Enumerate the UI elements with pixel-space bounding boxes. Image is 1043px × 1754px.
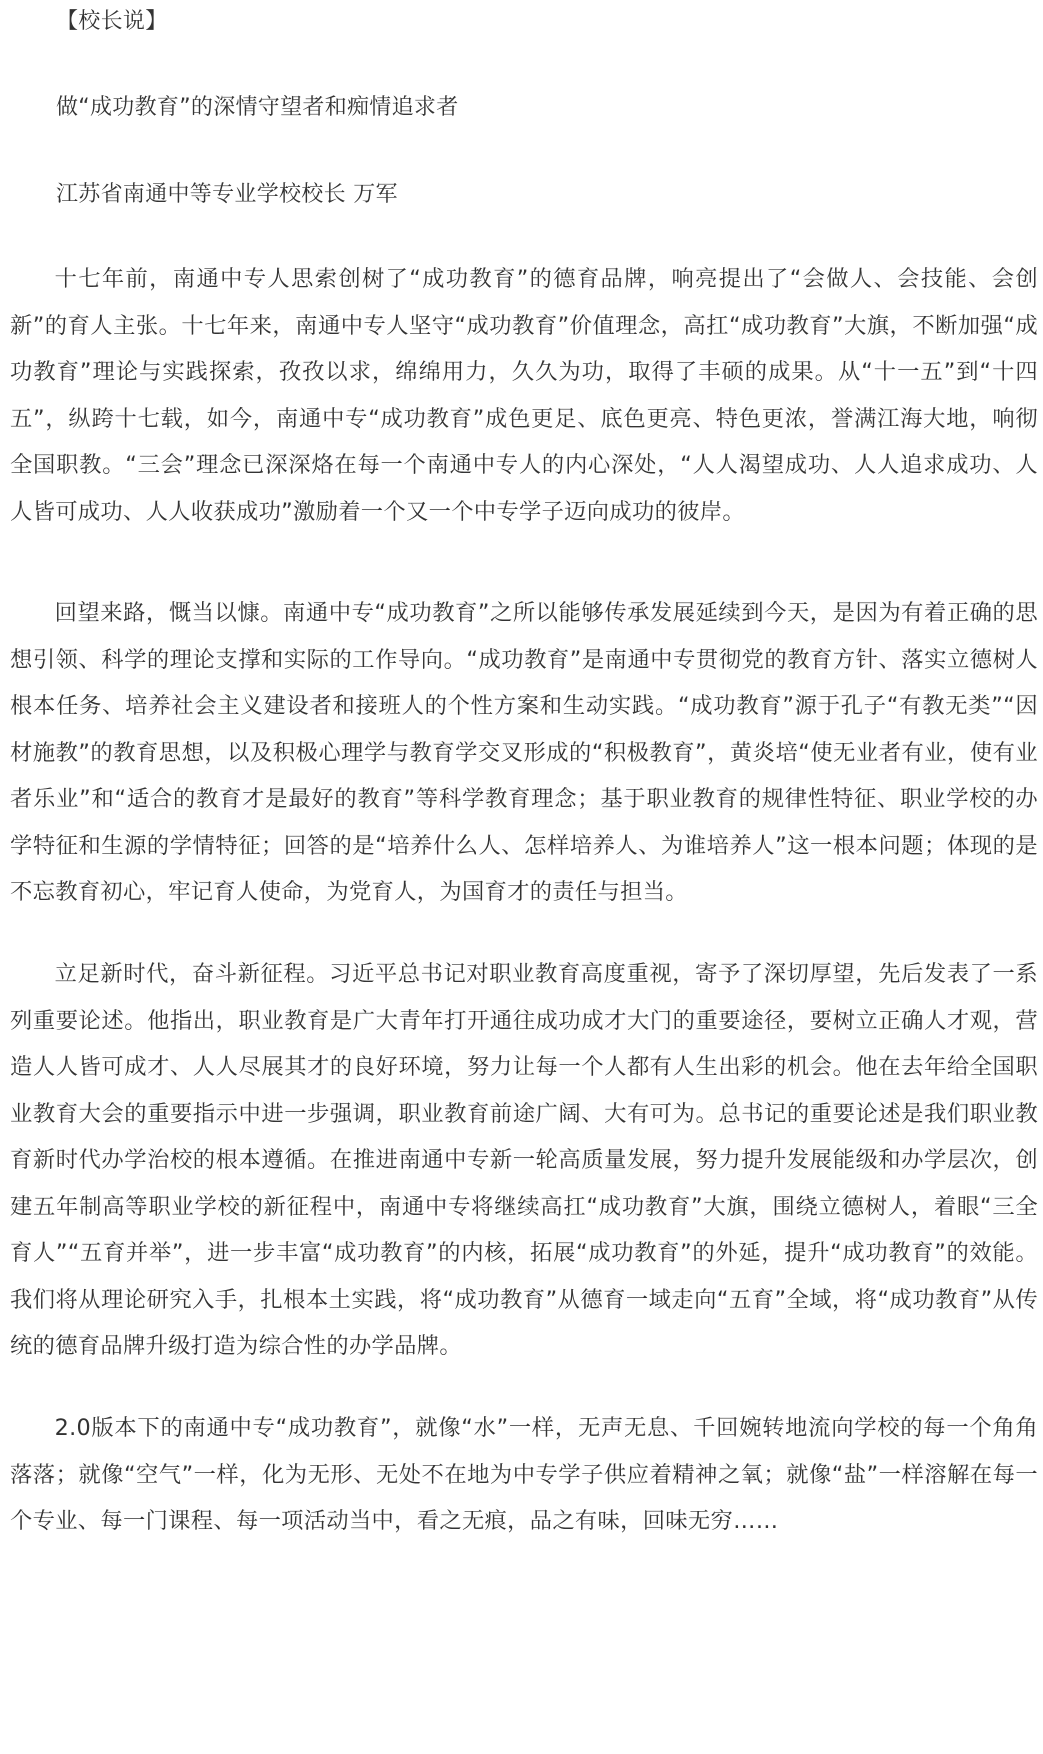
article-title: 做“成功教育”的深情守望者和痴情追求者 (56, 95, 459, 120)
paragraph-4: 2.0版本下的南通中专“成功教育”，就像“水”一样，无声无息、千回婉转地流向学校的每一个角角落落；就像“空气”一样，化为无形、无处不在地为中专学子供应着精神之氧；就像“盐”一样溶解在每一个专业、每一门课程、每一项活动当中，看之无痕，品之有味，回味无穷…… (10, 1415, 1038, 1534)
author-line: 江苏省南通中等专业学校校长 万军 (56, 182, 398, 207)
column-tag: 【校长说】 (56, 9, 168, 34)
paragraph-2: 回望来路，慨当以慷。南通中专“成功教育”之所以能够传承发展延续到今天，是因为有着正确的思想引领、科学的理论支撑和实际的工作导向。“成功教育”是南通中专贯彻党的教育方针、落实立德树人根本任务、培养社会主义建设者和接班人的个性方案和生动实践。“成功教育”源于孔子“有教无类”“因材施教”的教育思想，以及积极心理学与教育学交叉形成的“积极教育”，黄炎培“使无业者有业，使有业者乐业”和“适合的教育才是最好的教育”等科学教育理念；基于职业教育的规律性特征、职业学校的办学特征和生源的学情特征；回答的是“培养什么人、怎样培养人、为谁培养人”这一根本问题；体现的是不忘教育初心，牢记育人使命，为党育人，为国育才的责任与担当。 (10, 600, 1038, 905)
paragraph-1: 十七年前，南通中专人思索创树了“成功教育”的德育品牌，响亮提出了“会做人、会技能、会创新”的育人主张。十七年来，南通中专人坚守“成功教育”价值理念，高扛“成功教育”大旗，不断加强“成功教育”理论与实践探索，孜孜以求，绵绵用力，久久为功，取得了丰硕的成果。从“十一五”到“十四五”，纵跨十七载，如今，南通中专“成功教育”成色更足、底色更亮、特色更浓，誉满江海大地，响彻全国职教。“三会”理念已深深烙在每一个南通中专人的内心深处，“人人渴望成功、人人追求成功、人人皆可成功、人人收获成功”激励着一个又一个中专学子迈向成功的彼岸。 (10, 266, 1038, 525)
paragraph-3: 立足新时代，奋斗新征程。习近平总书记对职业教育高度重视，寄予了深切厚望，先后发表了一系列重要论述。他指出，职业教育是广大青年打开通往成功成才大门的重要途径，要树立正确人才观，营造人人皆可成才、人人尽展其才的良好环境，努力让每一个人都有人生出彩的机会。他在去年给全国职业教育大会的重要指示中进一步强调，职业教育前途广阔、大有可为。总书记的重要论述是我们职业教育新时代办学治校的根本遵循。在推进南通中专新一轮高质量发展，努力提升发展能级和办学层次，创建五年制高等职业学校的新征程中，南通中专将继续高扛“成功教育”大旗，围绕立德树人，着眼“三全育人”“五育并举”，进一步丰富“成功教育”的内核，拓展“成功教育”的外延，提升“成功教育”的效能。我们将从理论研究入手，扎根本土实践，将“成功教育”从德育一域走向“五育”全域，将“成功教育”从传统的德育品牌升级打造为综合性的办学品牌。 (10, 961, 1038, 1359)
